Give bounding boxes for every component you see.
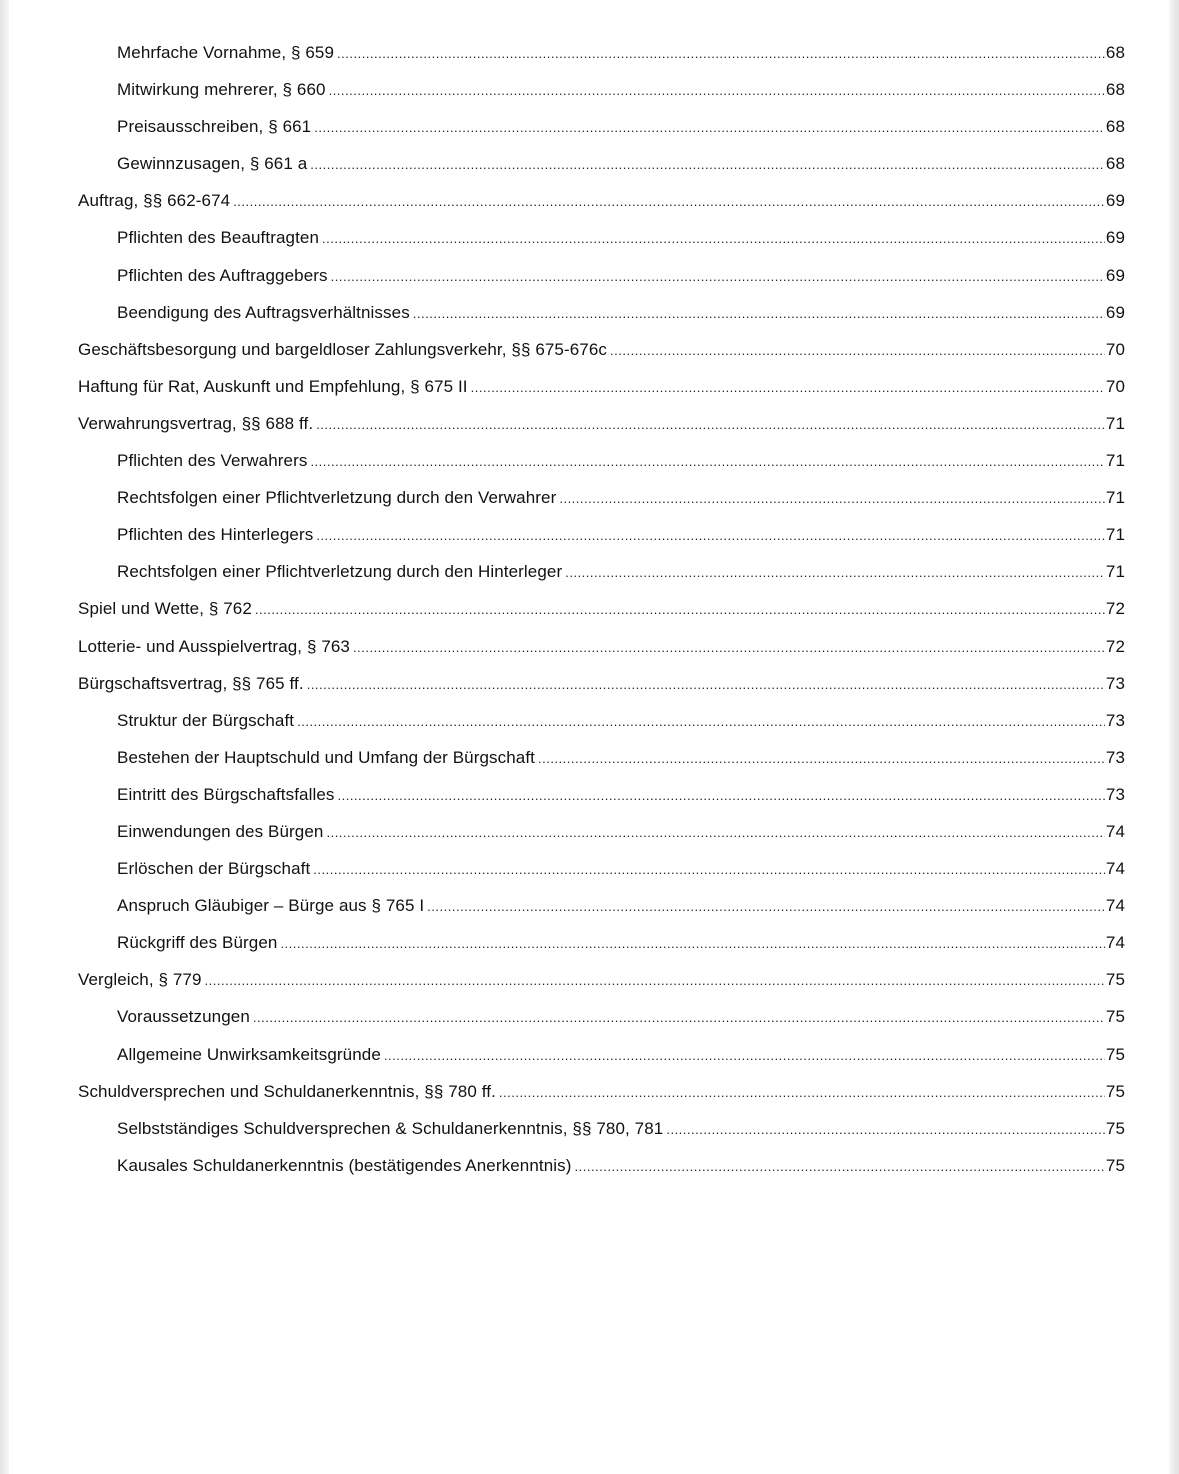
toc-dot-leader [314, 109, 1105, 146]
toc-entry-page-number: 71 [1105, 413, 1125, 433]
toc-dot-leader [538, 740, 1105, 777]
toc-entry-title: Mehrfache Vornahme, § 659 [117, 43, 335, 62]
toc-entry-subsection[interactable] [78, 34, 1125, 71]
toc-entry-title: Auftrag, §§ 662-674 [78, 191, 231, 211]
toc-entry-subsection[interactable] [78, 702, 1125, 739]
toc-entry-subsection[interactable] [78, 108, 1125, 145]
toc-entry-subsection[interactable] [78, 776, 1125, 813]
toc-dot-leader [331, 258, 1105, 295]
viewer-gutter-left [0, 0, 9, 1474]
toc-entry-subsection[interactable] [78, 294, 1125, 331]
toc-entry-page-number: 69 [1105, 228, 1125, 248]
toc-entry-section[interactable] [78, 1073, 1125, 1110]
toc-entry-section[interactable] [78, 368, 1125, 405]
toc-dot-leader [499, 1074, 1105, 1111]
toc-dot-leader [575, 1148, 1105, 1185]
toc-entry-subsection[interactable] [78, 739, 1125, 776]
toc-dot-leader [326, 814, 1104, 851]
toc-dot-leader [413, 295, 1105, 332]
toc-entry-page-number: 74 [1105, 896, 1125, 916]
toc-entry-subsection[interactable] [78, 998, 1125, 1035]
toc-entry-subsection[interactable] [78, 924, 1125, 961]
toc-entry-title: Gewinnzusagen, § 661 a [117, 154, 308, 174]
toc-entry-page-number: 71 [1105, 488, 1125, 508]
toc-dot-leader [307, 666, 1105, 703]
toc-entry-title: Schuldversprechen und Schuldanerkenntnis, §§ 780 ff. [78, 1081, 496, 1101]
toc-entry-page-number: 71 [1105, 451, 1125, 471]
toc-entry-title: Rückgriff des Bürgen [117, 933, 278, 953]
toc-entry-section[interactable] [78, 590, 1125, 627]
toc-entry-title: Spiel und Wette, § 762 [78, 599, 252, 619]
toc-entry-title: Voraussetzungen [117, 1007, 250, 1027]
toc-entry-page-number: 75 [1105, 1044, 1125, 1064]
toc-entry-title: Haftung für Rat, Auskunft und Empfehlung, § 675 II [78, 376, 468, 396]
toc-entry-title: Struktur der Bürgschaft [117, 710, 295, 730]
toc-entry-title: Selbstständiges Schuldversprechen & Schuldanerkenntnis, §§ 780, 781 [117, 1118, 664, 1138]
toc-entry-title: Pflichten des Hinterlegers [117, 525, 314, 545]
toc-entry-page-number: 75 [1105, 1155, 1125, 1175]
toc-entry-page-number: 74 [1105, 933, 1125, 953]
toc-entry-page-number: 73 [1105, 710, 1125, 730]
toc-entry-title: Pflichten des Verwahrers [117, 451, 308, 471]
toc-entry-page-number: 69 [1105, 265, 1125, 285]
toc-dot-leader [253, 999, 1105, 1036]
toc-entry-page-number: 73 [1105, 747, 1125, 767]
toc-entry-section[interactable] [78, 628, 1125, 665]
toc-entry-subsection[interactable] [78, 257, 1125, 294]
toc-entry-title: Rechtsfolgen einer Pflichtverletzung durch den Verwahrer [117, 488, 557, 508]
toc-entry-page-number: 68 [1105, 80, 1125, 100]
toc-entry-title: Preisausschreiben, § 661 [117, 117, 312, 137]
toc-dot-leader [610, 332, 1105, 369]
toc-entry-subsection[interactable] [78, 442, 1125, 479]
toc-dot-leader [316, 517, 1105, 554]
toc-entry-title: Bürgschaftsvertrag, §§ 765 ff. [78, 673, 304, 693]
toc-dot-leader [565, 554, 1105, 591]
toc-entry-title: Geschäftsbesorgung und bargeldloser Zahlungsverkehr, §§ 675-676c [78, 339, 608, 359]
toc-dot-leader [471, 369, 1105, 406]
toc-entry-title: Einwendungen des Bürgen [117, 821, 324, 841]
toc-entry-title: Beendigung des Auftragsverhältnisses [117, 302, 410, 322]
table-of-contents [78, 34, 1125, 1184]
toc-dot-leader [322, 220, 1105, 257]
toc-entry-subsection[interactable] [78, 1147, 1125, 1184]
toc-entry-title: Vergleich, § 779 [78, 970, 202, 990]
toc-entry-title: Mitwirkung mehrerer, § 660 [117, 80, 326, 100]
toc-entry-title: Lotterie- und Ausspielvertrag, § 763 [78, 636, 350, 656]
toc-entry-subsection[interactable] [78, 887, 1125, 924]
toc-entry-page-number: 70 [1105, 339, 1125, 359]
toc-entry-subsection[interactable] [78, 850, 1125, 887]
toc-entry-title: Anspruch Gläubiger – Bürge aus § 765 I [117, 896, 425, 916]
toc-dot-leader [329, 72, 1105, 109]
toc-entry-page-number: 68 [1105, 154, 1125, 174]
toc-entry-title: Erlöschen der Bürgschaft [117, 859, 311, 879]
toc-entry-page-number: 70 [1105, 376, 1125, 396]
toc-entry-page-number: 71 [1105, 562, 1125, 582]
toc-entry-subsection[interactable] [78, 71, 1125, 108]
toc-entry-title: Pflichten des Auftraggebers [117, 265, 328, 285]
toc-dot-leader [384, 1037, 1105, 1074]
toc-entry-title: Bestehen der Hauptschuld und Umfang der Bürgschaft [117, 747, 535, 767]
toc-dot-leader [337, 35, 1105, 72]
toc-entry-section[interactable] [78, 405, 1125, 442]
toc-entry-subsection[interactable] [78, 1036, 1125, 1073]
toc-entry-section[interactable] [78, 182, 1125, 219]
toc-entry-subsection[interactable] [78, 1110, 1125, 1147]
toc-entry-subsection[interactable] [78, 219, 1125, 256]
toc-entry-subsection[interactable] [78, 479, 1125, 516]
toc-entry-title: Eintritt des Bürgschaftsfalles [117, 784, 335, 804]
toc-entry-page-number: 75 [1105, 1081, 1125, 1101]
toc-entry-page-number: 73 [1105, 673, 1125, 693]
toc-entry-page-number: 73 [1105, 784, 1125, 804]
toc-entry-page-number: 75 [1105, 970, 1125, 990]
toc-dot-leader [255, 591, 1105, 628]
toc-entry-page-number: 74 [1105, 859, 1125, 879]
toc-entry-subsection[interactable] [78, 145, 1125, 182]
toc-entry-section[interactable] [78, 665, 1125, 702]
toc-entry-page-number: 69 [1105, 191, 1125, 211]
toc-entry-section[interactable] [78, 961, 1125, 998]
toc-entry-page-number: 72 [1105, 599, 1125, 619]
toc-entry-title: Verwahrungsvertrag, §§ 688 ff. [78, 413, 314, 433]
toc-dot-leader [353, 629, 1105, 666]
viewer-gutter-right [1169, 0, 1179, 1474]
toc-dot-leader [310, 443, 1104, 480]
toc-dot-leader [297, 703, 1105, 740]
toc-entry-page-number: 75 [1105, 1007, 1125, 1027]
toc-entry-title: Pflichten des Beauftragten [117, 228, 320, 248]
toc-dot-leader [233, 183, 1105, 220]
toc-entry-title: Rechtsfolgen einer Pflichtverletzung durch den Hinterleger [117, 562, 563, 582]
toc-entry-section[interactable] [78, 331, 1125, 368]
toc-entry-title: Allgemeine Unwirksamkeitsgründe [117, 1044, 381, 1064]
toc-entry-subsection[interactable] [78, 813, 1125, 850]
toc-dot-leader [666, 1111, 1105, 1148]
toc-entry-title: Kausales Schuldanerkenntnis (bestätigendes Anerkenntnis) [117, 1155, 572, 1175]
toc-dot-leader [313, 851, 1105, 888]
toc-entry-subsection[interactable] [78, 553, 1125, 590]
toc-entry-subsection[interactable] [78, 516, 1125, 553]
toc-entry-page-number: 68 [1105, 43, 1125, 62]
toc-dot-leader [559, 480, 1105, 517]
toc-dot-leader [316, 406, 1105, 443]
toc-entry-page-number: 75 [1105, 1118, 1125, 1138]
toc-entry-page-number: 68 [1105, 117, 1125, 137]
toc-dot-leader [205, 962, 1105, 999]
toc-dot-leader [427, 888, 1105, 925]
toc-dot-leader [310, 146, 1105, 183]
toc-entry-page-number: 69 [1105, 302, 1125, 322]
toc-entry-page-number: 71 [1105, 525, 1125, 545]
toc-entry-page-number: 72 [1105, 636, 1125, 656]
toc-entry-page-number: 74 [1105, 821, 1125, 841]
document-page [9, 0, 1169, 1474]
toc-dot-leader [280, 925, 1104, 962]
toc-dot-leader [337, 777, 1104, 814]
